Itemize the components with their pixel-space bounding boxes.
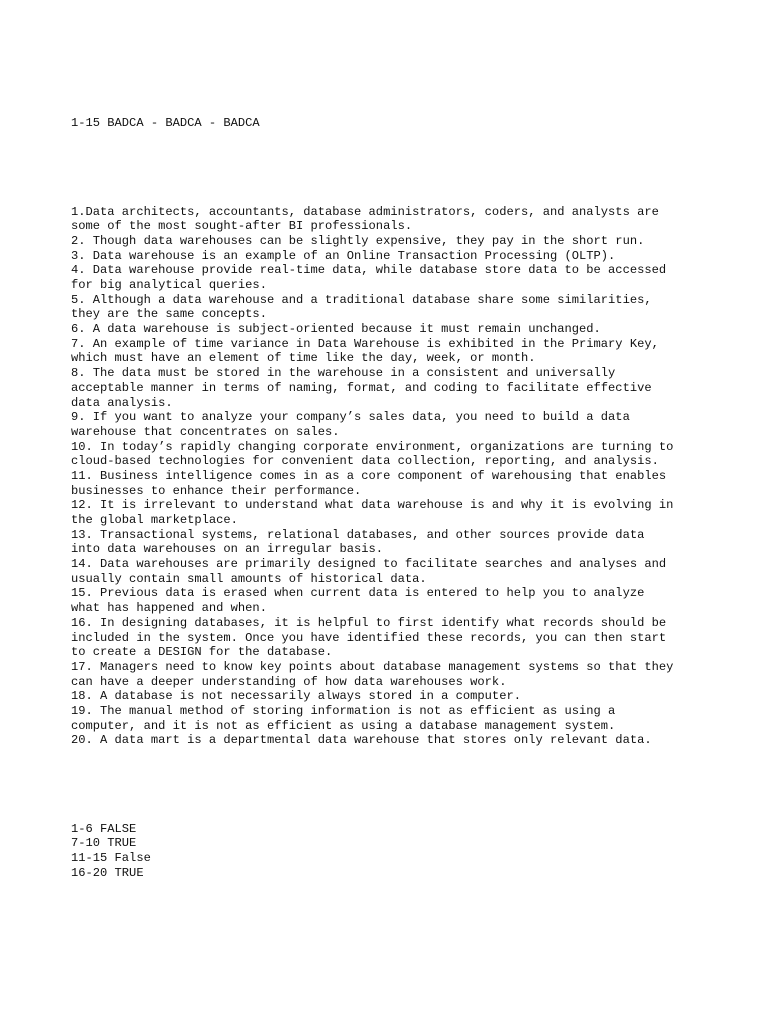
question-item <box>71 440 711 469</box>
question-line: into data warehouses on an irregular basis. <box>71 542 384 557</box>
question-line: usually contain small amounts of historical data. <box>71 571 427 586</box>
question-line: acceptable manner in terms of naming, format, and coding to facilitate effective <box>71 380 652 395</box>
question-item <box>71 616 711 660</box>
question-line: 6. A data warehouse is subject-oriented because it must remain unchanged. <box>71 322 601 337</box>
question-item <box>71 557 711 586</box>
answer-line: 7-10 TRUE <box>71 836 137 851</box>
question-item <box>71 586 711 615</box>
question-line: cloud-based technologies for convenient data collection, reporting, and analysis. <box>71 454 659 469</box>
question-line: 15. Previous data is erased when current data is entered to help you to analyze <box>71 586 645 601</box>
question-line: 4. Data warehouse provide real-time data, while database store data to be accessed <box>71 263 667 278</box>
blank-line <box>71 777 711 792</box>
question-line: computer, and it is not as efficient as using a database management system. <box>71 718 616 733</box>
question-item <box>71 528 711 557</box>
question-list <box>71 205 711 748</box>
answer-list <box>71 822 711 881</box>
question-item <box>71 322 711 337</box>
question-line: 14. Data warehouses are primarily designed to facilitate searches and analyses and <box>71 557 667 572</box>
question-line: which must have an element of time like the day, week, or month. <box>71 351 536 366</box>
question-line: 11. Business intelligence comes in as a core component of warehousing that enables <box>71 468 667 483</box>
question-item <box>71 660 711 689</box>
answer-line: 16-20 TRUE <box>71 865 144 880</box>
question-line: 19. The manual method of storing information is not as efficient as using a <box>71 703 616 718</box>
question-line: for big analytical queries. <box>71 278 267 293</box>
answer-line: 11-15 False <box>71 850 151 865</box>
question-item <box>71 410 711 439</box>
question-line: 2. Though data warehouses can be slightly expensive, they pay in the short run. <box>71 233 645 248</box>
blank-line <box>71 161 711 176</box>
question-line: warehouse that concentrates on sales. <box>71 424 340 439</box>
question-item <box>71 469 711 498</box>
question-line: 9. If you want to analyze your company’s sales data, you need to build a data <box>71 410 630 425</box>
question-line: what has happened and when. <box>71 601 267 616</box>
question-item <box>71 293 711 322</box>
question-item <box>71 263 711 292</box>
question-item <box>71 733 711 748</box>
question-item <box>71 366 711 410</box>
question-line: data analysis. <box>71 395 173 410</box>
answer-line: 1-6 FALSE <box>71 821 137 836</box>
question-line: some of the most sought-after BI professionals. <box>71 219 413 234</box>
document-text <box>71 87 711 910</box>
question-item <box>71 234 711 249</box>
question-line: can have a deeper understanding of how data warehouses work. <box>71 674 507 689</box>
question-item <box>71 249 711 264</box>
question-line: businesses to enhance their performance. <box>71 483 362 498</box>
question-line: 16. In designing databases, it is helpful to first identify what records should be <box>71 615 667 630</box>
question-item <box>71 205 711 234</box>
question-item <box>71 689 711 704</box>
question-line: 20. A data mart is a departmental data warehouse that stores only relevant data. <box>71 733 652 748</box>
question-line: 18. A database is not necessarily always stored in a computer. <box>71 689 521 704</box>
question-line: 7. An example of time variance in Data Warehouse is exhibited in the Primary Key, <box>71 336 659 351</box>
answer-key-heading: 1-15 BADCA - BADCA - BADCA <box>71 116 260 131</box>
question-line: 10. In today’s rapidly changing corporate environment, organizations are turning to <box>71 439 674 454</box>
question-line: to create a DESIGN for the database. <box>71 645 333 660</box>
question-line: 13. Transactional systems, relational databases, and other sources provide data <box>71 527 645 542</box>
question-line: the global marketplace. <box>71 513 238 528</box>
question-line: 12. It is irrelevant to understand what data warehouse is and why it is evolving in <box>71 498 674 513</box>
question-line: they are the same concepts. <box>71 307 267 322</box>
question-line: 3. Data warehouse is an example of an Online Transaction Processing (OLTP). <box>71 248 616 263</box>
question-item <box>71 337 711 366</box>
question-line: included in the system. Once you have identified these records, you can then start <box>71 630 667 645</box>
question-item <box>71 704 711 733</box>
question-line: 5. Although a data warehouse and a traditional database share some similarities, <box>71 292 652 307</box>
question-line: 8. The data must be stored in the warehouse in a consistent and universally <box>71 366 616 381</box>
question-line: 17. Managers need to know key points about database management systems so that they <box>71 659 674 674</box>
question-item <box>71 498 711 527</box>
question-line: 1.Data architects, accountants, database administrators, coders, and analysts are <box>71 204 659 219</box>
